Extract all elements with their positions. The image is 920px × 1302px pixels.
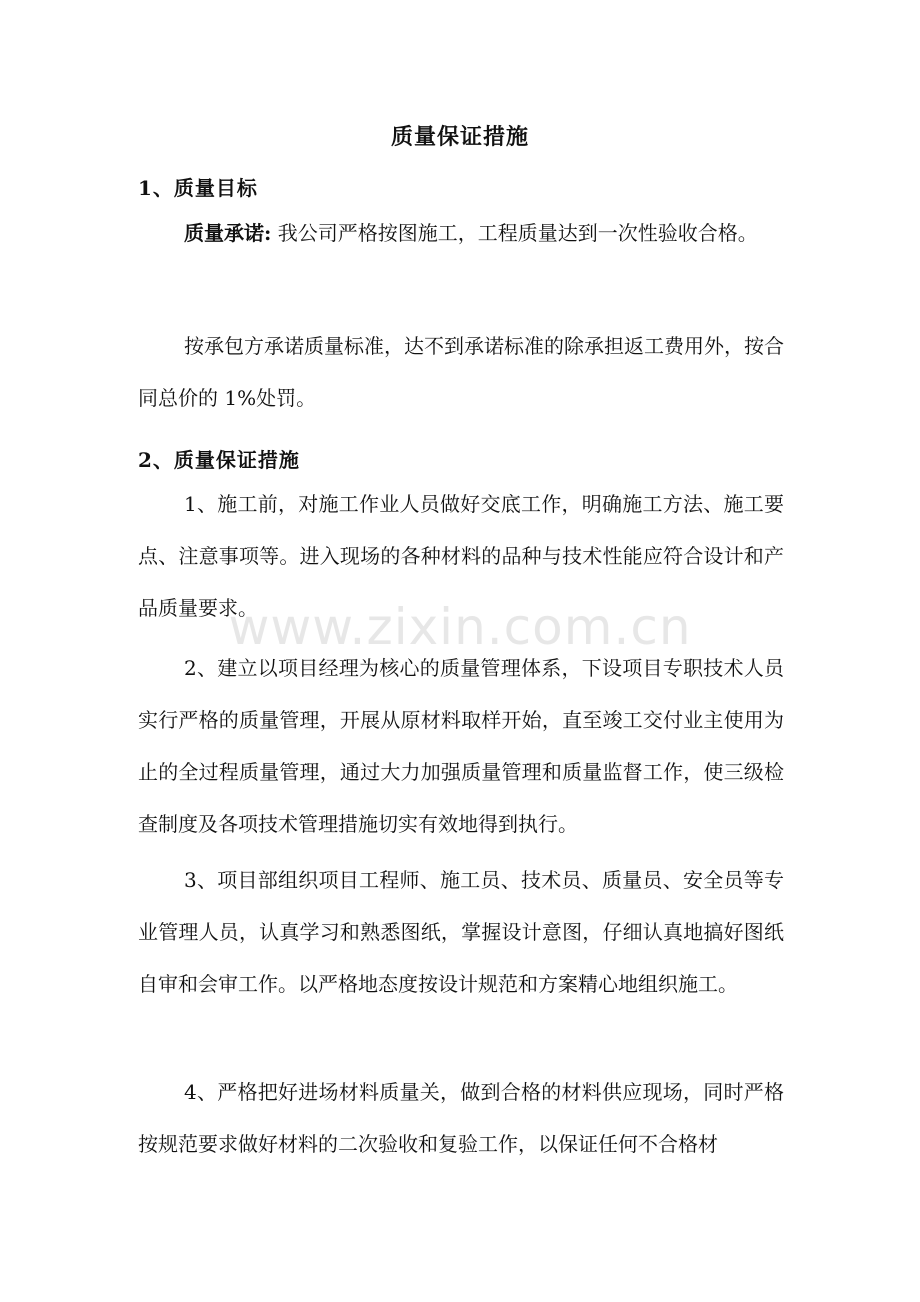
paragraph-lead-label: 质量承诺:: [184, 221, 272, 245]
document-title: 质量保证措施: [390, 124, 529, 150]
site-watermark: www.zixin.com.cn: [228, 598, 692, 656]
paragraph-measure-3: 3、项目部组织项目工程师、施工员、技术员、质量员、安全员等专业管理人员，认真学习和熟悉图纸，掌握设计意图，仔细认真地搞好图纸自审和会审工作。以严格地态度按设计规范和方案精心地组织施工。: [138, 868, 784, 996]
paragraph-quality-promise: [138, 207, 784, 259]
paragraph-measure-1: 1、施工前，对施工作业人员做好交底工作，明确施工方法、施工要点、注意事项等。进入现场的各种材料的品种与技术性能应符合设计和产品质量要求。: [138, 492, 784, 620]
paragraph-measure-2: 2、建立以项目经理为核心的质量管理体系，下设项目专职技术人员实行严格的质量管理，开展从原材料取样开始，直至竣工交付业主使用为止的全过程质量管理，通过大力加强质量管理和质量监督工作，使三级检查制度及各项技术管理措施切实有效地得到执行。: [138, 656, 784, 836]
paragraph-measure-4: 4、严格把好进场材料质量关，做到合格的材料供应现场，同时严格按规范要求做好材料的二次验收和复验工作，以保证任何不合格材: [138, 1080, 784, 1156]
paragraph-penalty: 按承包方承诺质量标准，达不到承诺标准的除承担返工费用外，按合同总价的 1%处罚。: [138, 334, 784, 410]
paragraph-text: 我公司严格按图施工，工程质量达到一次性验收合格。: [271, 221, 758, 245]
section-heading-quality-measures: 2、质量保证措施: [138, 448, 300, 472]
section-heading-quality-goal: 1、质量目标: [138, 176, 258, 200]
